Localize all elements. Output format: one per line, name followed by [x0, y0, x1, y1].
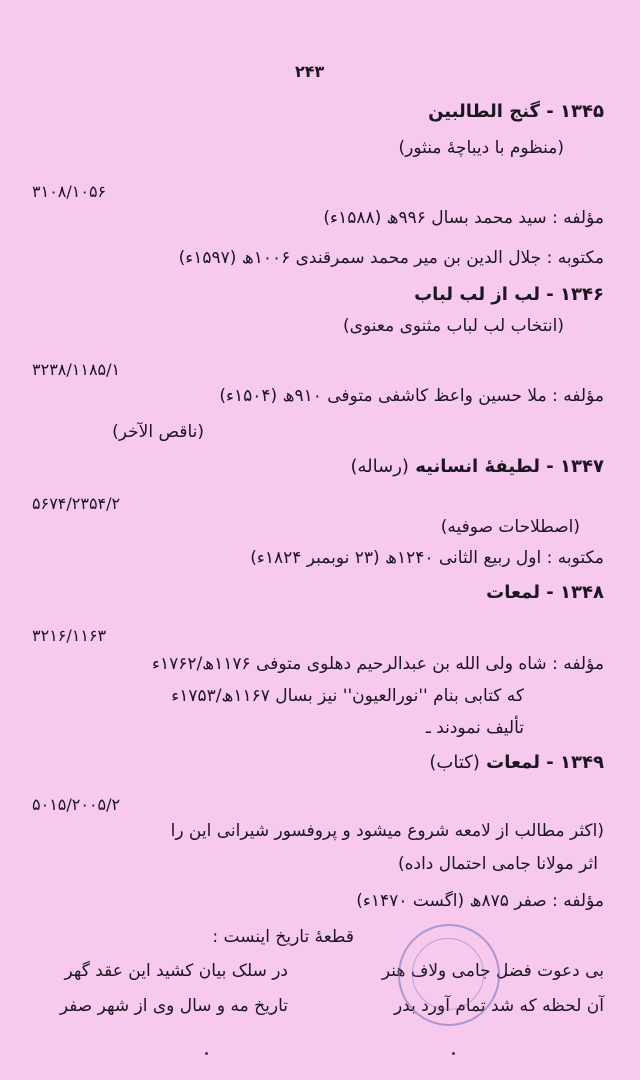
condition-note: (ناقص الآخر) [112, 422, 204, 442]
entry-title: گنج الطالبین [428, 101, 541, 122]
verse-1-hemistich-left: در سلک بیان کشید این عقد گهر [64, 961, 288, 981]
scribe-line: مکتوبه : جلال الدین بن میر محمد سمرقندی ۱۰۰۶ھ (۱۵۹۷ء) [178, 248, 604, 268]
catalog-reference: ۳۲۳۸/۱۱۸۵/۱ [32, 360, 121, 379]
author-line: مؤلفه : شاه ولی الله بن عبدالرحیم دهلوی متوفی ۱۱۷۶ھ/۱۷۶۲ء [151, 654, 604, 674]
author-line: مؤلفه : صفر ۸۷۵ھ (اگست ۱۴۷۰ء) [356, 891, 604, 911]
description-line-1: (اکثر مطالب از لامعه شروع میشود و پروفسور شیرانی این را [170, 821, 604, 841]
entry-title: لمعات [486, 752, 541, 773]
page-speck [452, 1052, 455, 1055]
entry-title-suffix: (کتاب) [429, 752, 480, 773]
entry-1347-heading: ۱۳۴۷ - لطیفهٔ انسانیه (رساله) [350, 456, 604, 477]
verse-1-hemistich-right: بی دعوت فضل جامی ولاف هنر [381, 961, 604, 981]
author-line-3: تألیف نمودند ـ [425, 718, 524, 738]
catalog-reference: ۳۱۰۸/۱۰۵۶ [32, 182, 107, 201]
author-line-2: که کتابی بنام ''نورالعیون'' نیز بسال ۱۱۶۷ھ/۱۷۵۳ء [171, 686, 524, 706]
verse-2-hemistich-left: تاریخ مه و سال وی از شهر صفر [59, 996, 288, 1016]
entry-1349-heading: ۱۳۴۹ - لمعات (کتاب) [429, 752, 604, 773]
library-stamp-inner-ring [412, 938, 484, 1010]
catalog-reference: ۵۰۱۵/۲۰۰۵/۲ [32, 795, 121, 814]
entry-subtitle: (منظوم با دیباچهٔ منثور) [398, 138, 564, 158]
entry-number: ۱۳۴۹ [560, 752, 604, 773]
entry-title: لمعات [486, 582, 541, 603]
chronogram-intro: قطعهٔ تاریخ اینست : [212, 927, 354, 947]
page-speck [205, 1052, 208, 1055]
author-line: مؤلفه : ملا حسین واعظ کاشفی متوفی ۹۱۰ھ (۱۵۰۴ء) [219, 386, 604, 406]
entry-number: ۱۳۴۸ [560, 582, 604, 603]
entry-number: ۱۳۴۵ [560, 101, 604, 122]
entry-title-suffix: (رساله) [350, 456, 409, 477]
page-number: ۲۴۳ [295, 62, 325, 81]
description-line-2: اثر مولانا جامی احتمال داده) [397, 854, 598, 874]
entry-number: ۱۳۴۶ [560, 284, 604, 305]
entry-subtitle: (انتخاب لب لباب مثنوی معنوی) [343, 316, 564, 336]
entry-number: ۱۳۴۷ [560, 456, 604, 477]
entry-1345-heading: ۱۳۴۵ - گنج الطالبین [428, 101, 604, 122]
entry-1348-heading: ۱۳۴۸ - لمعات [486, 582, 604, 603]
entry-title: لب از لب لباب [414, 284, 541, 305]
verse-2-hemistich-right: آن لحظه که شد تمام آورد بدر [393, 996, 604, 1016]
catalog-reference: ۳۲۱۶/۱۱۶۳ [32, 626, 107, 645]
entry-subtitle: (اصطلاحات صوفیه) [440, 517, 580, 537]
catalog-reference: ۵۶۷۴/۲۳۵۴/۲ [32, 494, 121, 513]
author-line: مؤلفه : سید محمد بسال ۹۹۶ھ (۱۵۸۸ء) [323, 208, 604, 228]
entry-1346-heading: ۱۳۴۶ - لب از لب لباب [414, 284, 604, 305]
scribe-line: مکتوبه : اول ربیع الثانی ۱۲۴۰ھ (۲۳ نوبمبر ۱۸۲۴ء) [250, 548, 604, 568]
entry-title: لطیفهٔ انسانیه [415, 456, 541, 477]
